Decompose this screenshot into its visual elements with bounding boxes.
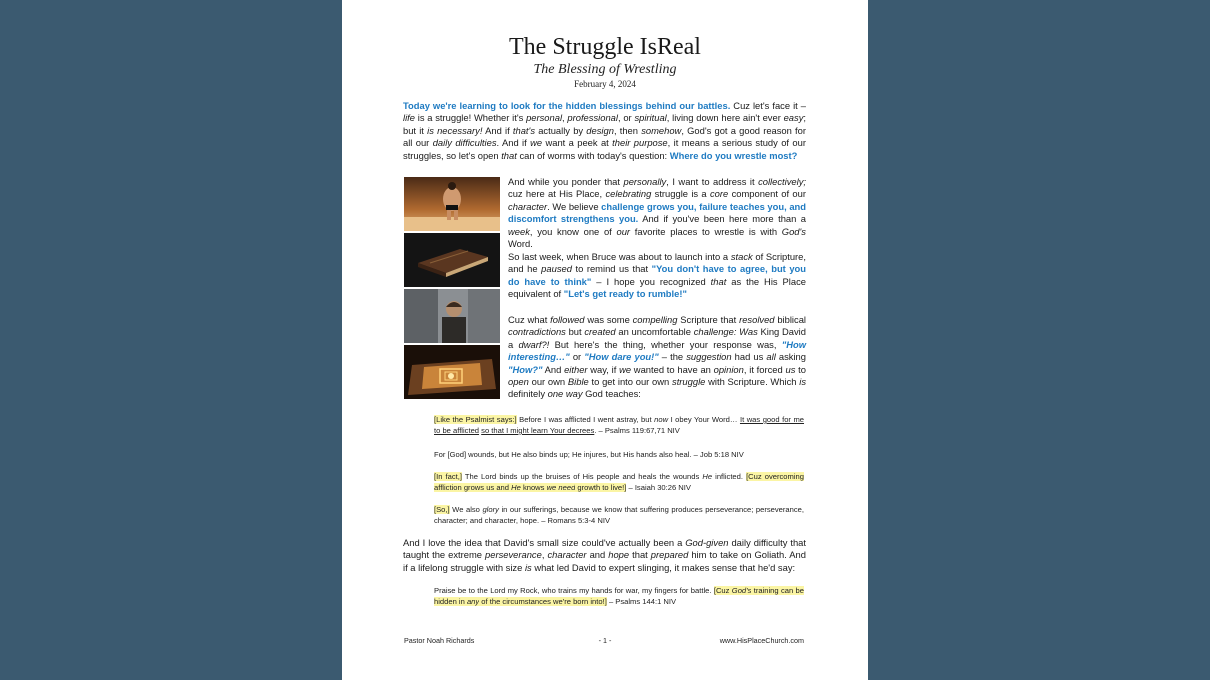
text-span: him to take on Goliath. And if a lifelong struggle with size: [403, 549, 806, 573]
text-span: And: [542, 363, 565, 375]
text-span: [So,]: [434, 505, 450, 514]
text-span: prepared: [650, 549, 689, 561]
intro-lead: Today we're learning to look for the hidden blessings behind our battles.: [403, 100, 731, 111]
intro-paragraph: [403, 100, 806, 162]
text-span: , it means a serious study of our struggles, so let's open: [403, 137, 806, 161]
text-span: so that I might learn Your decrees: [481, 426, 595, 435]
text-span: component of our: [728, 188, 806, 200]
book-maze-image: [404, 345, 500, 399]
scripture-psalms-144: [434, 585, 804, 607]
text-span: created: [584, 326, 616, 338]
text-span: God-given: [685, 537, 729, 548]
text-span: [Cuz overcoming affliction grows us and: [434, 472, 804, 492]
david-paragraph: [403, 537, 806, 574]
text-span: struggle is a: [651, 188, 710, 200]
text-span: is: [799, 376, 807, 388]
text-span: . – Psalms 119:67,71 NIV: [594, 426, 680, 435]
text-span: dwarf?!: [518, 338, 550, 350]
text-span: celebrating: [605, 188, 652, 200]
text-span: , it forced: [743, 363, 786, 375]
text-span: compelling: [632, 314, 678, 325]
scripture-isaiah-30: [434, 471, 804, 493]
text-span: is necessary!: [427, 124, 483, 136]
text-span: any: [466, 597, 480, 606]
text-span: [Cuz: [713, 586, 732, 595]
text-span: to: [795, 363, 806, 375]
text-span: daily difficulties: [432, 137, 497, 149]
text-span: God teaches:: [582, 388, 641, 400]
text-span: we: [530, 137, 543, 149]
text-span: For [God] wounds, but He also binds up; He injures, but His hands also heal. – Job 5:18 NIV: [434, 450, 744, 459]
text-span: Before I was afflicted I went astray, but: [516, 415, 655, 424]
text-span: way, if: [587, 363, 620, 375]
text-span: cuz here at His Place,: [508, 188, 606, 200]
text-span: easy: [783, 112, 804, 124]
text-span: collectively;: [758, 176, 807, 187]
text-span: was some: [584, 314, 633, 325]
text-span: suggestion: [686, 351, 732, 363]
text-span: , then: [613, 124, 642, 136]
belief-statement: challenge grows you, failure teaches you, and discomfort strengthens you.: [508, 200, 806, 225]
text-span: to remind us that: [571, 263, 652, 275]
text-span: , you know one of: [529, 225, 617, 237]
last-week-paragraph: [508, 251, 806, 301]
text-span: , I want to address it: [666, 176, 759, 187]
text-span: is: [524, 561, 532, 573]
text-span: followed: [550, 314, 585, 325]
text-span: Praise be to the Lord my Rock, who trains my hands for war, my fingers for battle.: [434, 586, 714, 595]
text-span: had us: [731, 351, 767, 363]
text-span: design: [586, 124, 614, 136]
text-span: stack: [730, 251, 753, 262]
text-span: God's: [781, 225, 806, 237]
text-span: – Psalms 144:1 NIV: [606, 597, 677, 606]
text-span: [In fact,]: [434, 472, 462, 481]
text-span: of the circumstances we're born into!]: [479, 597, 607, 606]
text-span: Word.: [508, 238, 533, 250]
footer-website: www.HisPlaceChurch.com: [719, 636, 804, 645]
text-span: spiritual: [634, 112, 667, 124]
sumo-wrestler-image: [404, 177, 500, 231]
text-span: ; but it: [403, 112, 806, 136]
text-span: all: [766, 351, 776, 363]
text-span: us: [785, 363, 796, 375]
text-span: asking: [775, 351, 806, 363]
scripture-psalms-119: [434, 414, 804, 436]
text-span: life: [403, 112, 415, 124]
text-span: in our sufferings, because we know that suffering produces perseverance; perseverance, character; and character, hope. – Romans 5:3-4 NIV: [434, 505, 804, 525]
text-span: , living down here ain't ever: [666, 112, 784, 124]
scripture-job-5: [434, 449, 804, 460]
quote-rumble: "Let's get ready to rumble!": [563, 288, 687, 300]
text-span: open: [508, 376, 529, 388]
text-span: but: [565, 326, 585, 338]
text-span: , or: [617, 112, 635, 124]
text-span: somehow: [641, 124, 682, 136]
quote-how: "How?": [508, 363, 543, 375]
text-span: glory: [482, 505, 499, 514]
text-span: resolved: [739, 314, 775, 325]
text-span: Cuz let's face it –: [730, 100, 806, 111]
text-span: , God's got a good reason for all our: [403, 124, 807, 149]
ponder-paragraph: [508, 176, 806, 250]
text-span: Bible: [567, 376, 589, 388]
text-span: that: [501, 149, 517, 161]
footer-page-number: - 1 -: [598, 636, 612, 645]
text-span: We also: [449, 505, 483, 514]
text-span: God's: [731, 586, 752, 595]
text-span: that's: [512, 124, 536, 136]
text-span: their purpose: [612, 137, 668, 149]
text-span: our: [616, 225, 631, 237]
text-span: . We believe: [547, 200, 602, 212]
text-span: with Scripture. Which: [705, 376, 800, 388]
text-span: contradictions: [508, 326, 566, 338]
text-span: actually by: [535, 124, 587, 136]
quote-dare: "How dare you!": [584, 351, 659, 363]
text-span: opinion: [713, 363, 744, 375]
text-span: personal: [526, 112, 563, 124]
text-span: our own: [528, 376, 568, 388]
text-span: daily difficulty that taught the extreme: [403, 537, 806, 561]
document-date: February 4, 2024: [574, 79, 636, 89]
text-span: And if you've been here more than a: [638, 213, 807, 225]
text-span: – the: [658, 351, 687, 363]
text-span: to get into our own: [588, 376, 673, 388]
text-span: favorite places to wrestle is with: [630, 225, 782, 237]
text-span: either: [564, 363, 588, 375]
text-span: what led David to expert slinging, it makes sense that he'd say:: [531, 561, 796, 573]
text-span: And if: [482, 124, 513, 136]
compelling-paragraph: [508, 314, 806, 401]
quote-interesting: "How interesting…": [508, 338, 806, 363]
text-span: an uncomfortable: [615, 326, 694, 338]
text-span: It was good for me to be afflicted: [434, 415, 805, 435]
text-span: I obey Your Word…: [668, 415, 740, 424]
text-span: one way: [547, 388, 583, 400]
text-span: And while you ponder that: [508, 176, 624, 187]
text-span: ,: [541, 549, 548, 561]
text-span: of Scripture, and he: [508, 251, 806, 275]
text-span: personally: [623, 176, 667, 187]
text-span: inflicted.: [712, 472, 747, 481]
text-span: But here's the thing, whether your response was,: [549, 338, 782, 350]
text-span: paused: [541, 263, 572, 275]
thinking-man-image: [404, 289, 500, 343]
text-span: as the His Place equivalent of: [508, 275, 806, 300]
text-span: ,: [562, 112, 568, 124]
text-span: biblical: [774, 314, 807, 325]
text-span: So last week, when Bruce was about to launch into a: [508, 251, 731, 262]
text-span: character: [508, 200, 548, 212]
text-span: Cuz what: [508, 314, 551, 325]
text-span: or: [569, 351, 585, 363]
text-span: professional: [567, 112, 618, 124]
text-span: perseverance: [485, 549, 542, 561]
footer-author: Pastor Noah Richards: [404, 636, 475, 645]
intro-question: Where do you wrestle most?: [669, 149, 798, 161]
text-span: we: [619, 363, 632, 375]
text-span: And I love the idea that David's small size could've actually been a: [403, 537, 686, 548]
scripture-romans-5: [434, 504, 804, 526]
quote-think: "You don't have to agree, but you do have to think": [508, 263, 806, 287]
text-span: week: [508, 225, 530, 237]
text-span: character: [547, 549, 587, 561]
text-span: growth to live!]: [575, 483, 627, 492]
text-span: can of worms with today's question:: [516, 149, 670, 161]
text-span: now: [654, 415, 669, 424]
text-span: training can be hidden in: [434, 586, 804, 606]
text-span: He: [702, 472, 713, 481]
text-span: that: [710, 275, 727, 287]
text-span: hope: [608, 549, 630, 561]
text-span: definitely: [508, 388, 548, 400]
document-subtitle: The Blessing of Wrestling: [533, 62, 677, 77]
text-span: – Isaiah 30:26 NIV: [626, 483, 691, 492]
text-span: wanted to have an: [631, 363, 714, 375]
text-span: King David a: [508, 326, 806, 350]
text-span: challenge: Was: [693, 326, 758, 338]
text-span: core: [709, 188, 729, 200]
old-bible-image: [404, 233, 500, 287]
document-title: The Struggle IsReal: [509, 34, 701, 60]
text-span: [Like the Psalmist says:]: [434, 415, 517, 424]
document-page: [342, 0, 868, 680]
text-span: The Lord binds up the bruises of His people and heals the wounds: [461, 472, 703, 481]
text-span: and: [586, 549, 609, 561]
text-span: we need: [546, 483, 576, 492]
text-span: that: [629, 549, 651, 561]
text-span: is a struggle! Whether it's: [414, 112, 527, 124]
text-span: Scripture that: [677, 314, 740, 325]
text-span: – I hope you recognized: [591, 275, 711, 287]
text-span: struggle: [672, 376, 706, 388]
text-span: want a peek at: [542, 137, 613, 149]
text-span: knows: [520, 483, 547, 492]
text-span: He: [511, 483, 521, 492]
text-span: . And if: [496, 137, 531, 149]
